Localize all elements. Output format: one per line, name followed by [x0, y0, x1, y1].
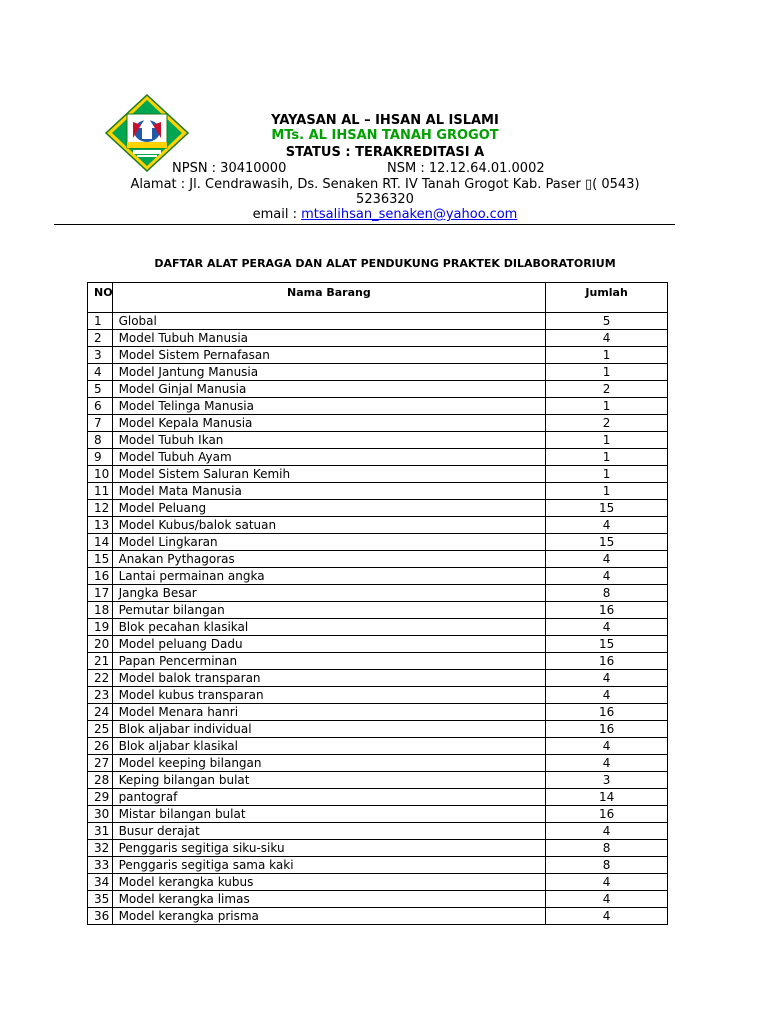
table-row: [88, 823, 668, 840]
row-number: 19: [88, 619, 113, 636]
table-row: [88, 534, 668, 551]
row-number: 18: [88, 602, 113, 619]
document-title: DAFTAR ALAT PERAGA DAN ALAT PENDUKUNG PRAKTEK DILABORATORIUM: [154, 257, 616, 270]
item-quantity: 1: [546, 449, 668, 466]
item-quantity: 1: [546, 483, 668, 500]
row-number: 27: [88, 755, 113, 772]
item-name: Mistar bilangan bulat: [112, 806, 546, 823]
row-number: 2: [88, 330, 113, 347]
table-row: [88, 381, 668, 398]
item-quantity: 16: [546, 602, 668, 619]
item-name: Busur derajat: [112, 823, 546, 840]
item-name: Model Ginjal Manusia: [112, 381, 546, 398]
row-number: 17: [88, 585, 113, 602]
row-number: 33: [88, 857, 113, 874]
item-name: Model balok transparan: [112, 670, 546, 687]
npsn-number: NPSN : 30410000: [172, 161, 287, 176]
item-quantity: 4: [546, 908, 668, 925]
item-quantity: 4: [546, 330, 668, 347]
item-quantity: 16: [546, 721, 668, 738]
row-number: 32: [88, 840, 113, 857]
item-name: Model Tubuh Ayam: [112, 449, 546, 466]
item-name: Jangka Besar: [112, 585, 546, 602]
item-name: Penggaris segitiga sama kaki: [112, 857, 546, 874]
table-row: [88, 551, 668, 568]
row-number: 9: [88, 449, 113, 466]
row-number: 20: [88, 636, 113, 653]
item-name: Blok aljabar klasikal: [112, 738, 546, 755]
item-quantity: 1: [546, 364, 668, 381]
table-row: [88, 364, 668, 381]
item-quantity: 8: [546, 585, 668, 602]
table-row: [88, 755, 668, 772]
item-name: Keping bilangan bulat: [112, 772, 546, 789]
item-name: Model kerangka limas: [112, 891, 546, 908]
row-number: 16: [88, 568, 113, 585]
item-quantity: 8: [546, 840, 668, 857]
row-number: 14: [88, 534, 113, 551]
item-quantity: 8: [546, 857, 668, 874]
item-quantity: 4: [546, 874, 668, 891]
item-name: Model Sistem Pernafasan: [112, 347, 546, 364]
email-label: email :: [252, 207, 302, 222]
item-quantity: 1: [546, 347, 668, 364]
item-quantity: 4: [546, 551, 668, 568]
table-row: [88, 636, 668, 653]
row-number: 24: [88, 704, 113, 721]
item-name: Papan Pencerminan: [112, 653, 546, 670]
table-row: [88, 415, 668, 432]
table-row: [88, 721, 668, 738]
table-row: [88, 330, 668, 347]
item-quantity: 4: [546, 687, 668, 704]
row-number: 3: [88, 347, 113, 364]
table-row: [88, 619, 668, 636]
inventory-table: [87, 282, 668, 925]
item-name: Model Sistem Saluran Kemih: [112, 466, 546, 483]
table-row: [88, 653, 668, 670]
item-name: Blok pecahan klasikal: [112, 619, 546, 636]
item-name: Model Menara hanri: [112, 704, 546, 721]
address-line-2: 5236320: [356, 192, 414, 207]
item-name: Anakan Pythagoras: [112, 551, 546, 568]
item-name: Model peluang Dadu: [112, 636, 546, 653]
item-name: Model kerangka kubus: [112, 874, 546, 891]
item-quantity: 16: [546, 704, 668, 721]
table-row: [88, 517, 668, 534]
row-number: 23: [88, 687, 113, 704]
accreditation-status: STATUS : TERAKREDITASI A: [285, 145, 485, 160]
table-row: [88, 857, 668, 874]
item-quantity: 2: [546, 381, 668, 398]
table-header-row: [88, 283, 668, 313]
row-number: 22: [88, 670, 113, 687]
row-number: 29: [88, 789, 113, 806]
item-name: Model kerangka prisma: [112, 908, 546, 925]
item-quantity: 16: [546, 806, 668, 823]
item-name: Model Jantung Manusia: [112, 364, 546, 381]
header-divider: [54, 224, 675, 225]
item-name: Model kubus transparan: [112, 687, 546, 704]
item-name: Lantai permainan angka: [112, 568, 546, 585]
item-quantity: 3: [546, 772, 668, 789]
column-header-no: NO: [88, 283, 113, 313]
item-quantity: 4: [546, 755, 668, 772]
item-quantity: 15: [546, 636, 668, 653]
column-header-jumlah: Jumlah: [546, 283, 668, 313]
row-number: 34: [88, 874, 113, 891]
item-quantity: 1: [546, 432, 668, 449]
table-row: [88, 585, 668, 602]
item-name: Model Tubuh Ikan: [112, 432, 546, 449]
item-quantity: 15: [546, 500, 668, 517]
email-line: [40, 207, 730, 222]
item-name: Model Kubus/balok satuan: [112, 517, 546, 534]
item-name: Model Telinga Manusia: [112, 398, 546, 415]
table-row: [88, 908, 668, 925]
row-number: 36: [88, 908, 113, 925]
item-name: Model Kepala Manusia: [112, 415, 546, 432]
table-row: [88, 840, 668, 857]
item-quantity: 14: [546, 789, 668, 806]
table-row: [88, 891, 668, 908]
item-quantity: 4: [546, 891, 668, 908]
row-number: 4: [88, 364, 113, 381]
row-number: 15: [88, 551, 113, 568]
column-header-nama-barang: Nama Barang: [112, 283, 546, 313]
table-row: [88, 687, 668, 704]
item-quantity: 4: [546, 517, 668, 534]
table-row: [88, 398, 668, 415]
item-name: Blok aljabar individual: [112, 721, 546, 738]
item-quantity: 5: [546, 313, 668, 330]
item-name: Pemutar bilangan: [112, 602, 546, 619]
item-name: Model Tubuh Manusia: [112, 330, 546, 347]
table-row: [88, 789, 668, 806]
item-quantity: 2: [546, 415, 668, 432]
row-number: 5: [88, 381, 113, 398]
nsm-number: NSM : 12.12.64.01.0002: [387, 161, 545, 176]
item-name: Global: [112, 313, 546, 330]
row-number: 10: [88, 466, 113, 483]
row-number: 1: [88, 313, 113, 330]
table-row: [88, 772, 668, 789]
table-row: [88, 449, 668, 466]
table-row: [88, 500, 668, 517]
row-number: 35: [88, 891, 113, 908]
table-row: [88, 704, 668, 721]
foundation-name: YAYASAN AL – IHSAN AL ISLAMI: [271, 113, 499, 128]
table-row: [88, 313, 668, 330]
school-name: MTs. AL IHSAN TANAH GROGOT: [271, 128, 499, 143]
item-quantity: 1: [546, 398, 668, 415]
item-quantity: 4: [546, 568, 668, 585]
item-quantity: 1: [546, 466, 668, 483]
table-row: [88, 432, 668, 449]
table-row: [88, 738, 668, 755]
row-number: 12: [88, 500, 113, 517]
item-name: Model Mata Manusia: [112, 483, 546, 500]
item-quantity: 4: [546, 619, 668, 636]
row-number: 31: [88, 823, 113, 840]
row-number: 25: [88, 721, 113, 738]
item-quantity: 4: [546, 738, 668, 755]
table-row: [88, 483, 668, 500]
address-line-1: Alamat : Jl. Cendrawasih, Ds. Senaken RT. IV Tanah Grogot Kab. Paser ▯( 0543): [130, 177, 640, 192]
item-name: Penggaris segitiga siku-siku: [112, 840, 546, 857]
row-number: 11: [88, 483, 113, 500]
item-quantity: 15: [546, 534, 668, 551]
row-number: 28: [88, 772, 113, 789]
row-number: 26: [88, 738, 113, 755]
item-name: Model keeping bilangan: [112, 755, 546, 772]
row-number: 21: [88, 653, 113, 670]
table-row: [88, 670, 668, 687]
table-row: [88, 874, 668, 891]
item-name: Model Lingkaran: [112, 534, 546, 551]
row-number: 8: [88, 432, 113, 449]
table-row: [88, 568, 668, 585]
row-number: 6: [88, 398, 113, 415]
table-row: [88, 602, 668, 619]
row-number: 13: [88, 517, 113, 534]
item-quantity: 4: [546, 670, 668, 687]
table-row: [88, 806, 668, 823]
table-row: [88, 347, 668, 364]
email-link[interactable]: mtsalihsan_senaken@yahoo.com: [301, 207, 518, 222]
row-number: 30: [88, 806, 113, 823]
row-number: 7: [88, 415, 113, 432]
item-quantity: 16: [546, 653, 668, 670]
item-name: pantograf: [112, 789, 546, 806]
item-quantity: 4: [546, 823, 668, 840]
table-row: [88, 466, 668, 483]
item-name: Model Peluang: [112, 500, 546, 517]
